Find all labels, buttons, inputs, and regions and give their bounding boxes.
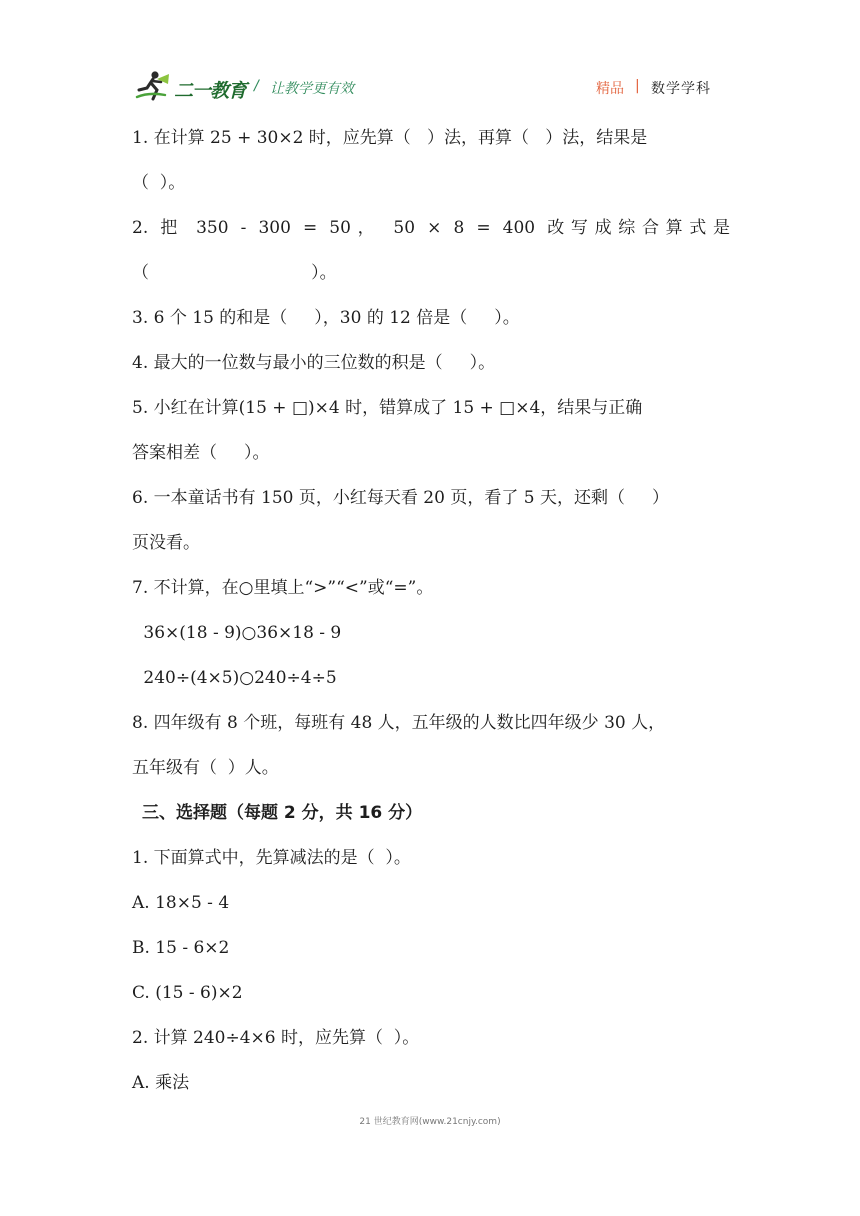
expression-line: 36×(18 - 9)○36×18 - 9 (138, 623, 342, 643)
page-footer: 21 世纪教育网(www.21cnjy.com) (359, 1117, 501, 1127)
option-line: B. 15 - 6×2 (132, 938, 230, 958)
question-line: 答案相差（ ）。 (132, 443, 270, 463)
question-line: 4. 最大的一位数与最小的三位数的积是（ ）。 (132, 353, 496, 373)
question-line: （ ）。 (132, 263, 337, 283)
question-line: 7. 不计算，在○里填上“>”“<”或“=”。 (132, 578, 434, 598)
runner-logo-icon (135, 70, 171, 102)
question-line: 1. 下面算式中，先算减法的是（ ）。 (132, 848, 411, 868)
question-line: 1. 在计算 25 + 30×2 时，应先算（ ）法，再算（ ）法，结果是 (132, 128, 648, 148)
question-line: 3. 6 个 15 的和是（ ），30 的 12 倍是（ ）。 (132, 308, 520, 328)
question-line: 2. 把 350 - 300 = 50， 50 × 8 = 400 改写成综合算式是 (132, 218, 730, 238)
question-line: 5. 小红在计算(15 + □)×4 时，错算成了 15 + □×4，结果与正确 (132, 398, 643, 418)
quality-badge: 精品 (596, 81, 624, 97)
question-line: 6. 一本童话书有 150 页，小红每天看 20 页，看了 5 天，还剩（ ） (132, 488, 669, 508)
header-divider: | (635, 78, 640, 94)
option-line: A. 乘法 (132, 1073, 190, 1093)
expression-line: 240÷(4×5)○240÷4÷5 (138, 668, 337, 688)
question-line: （ ）。 (132, 173, 186, 193)
option-line: A. 18×5 - 4 (132, 893, 230, 913)
page-header (132, 66, 732, 108)
header-slogan: 让教学更有效 (270, 81, 354, 97)
question-line: 五年级有（ ）人。 (132, 758, 279, 778)
question-line: 8. 四年级有 8 个班，每班有 48 人，五年级的人数比四年级少 30 人， (132, 713, 666, 733)
question-line: 页没看。 (132, 533, 200, 553)
section-heading: 三、选择题（每题 2 分，共 16 分） (142, 803, 423, 823)
logo-text: 二一教育 (174, 80, 247, 102)
header-slash: / (254, 78, 259, 94)
subject-label: 数学学科 (651, 81, 711, 97)
question-line: 2. 计算 240÷4×6 时，应先算（ ）。 (132, 1028, 420, 1048)
option-line: C. (15 - 6)×2 (132, 983, 243, 1003)
